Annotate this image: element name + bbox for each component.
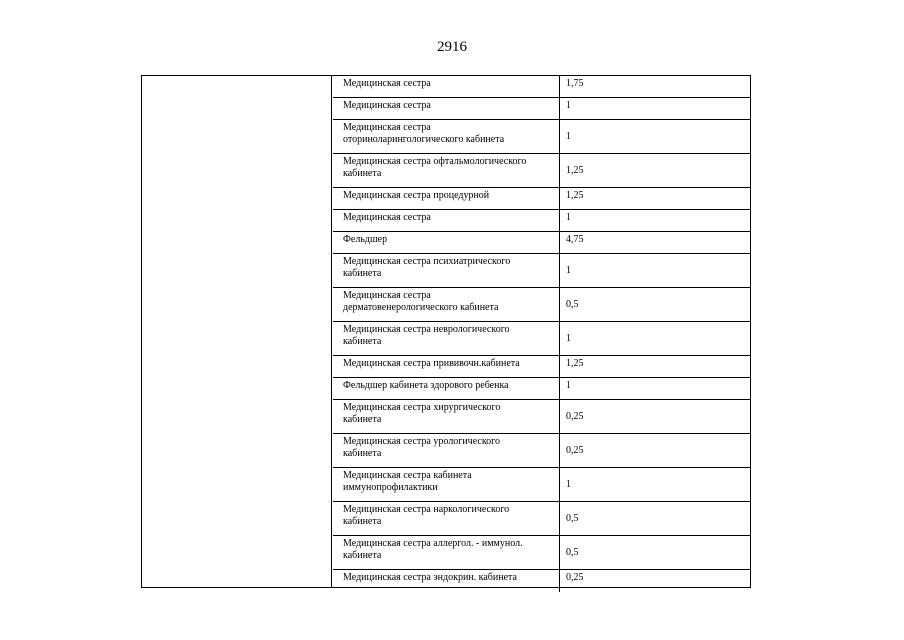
page-number: 2916 (437, 39, 467, 55)
position-name-line: Медицинская сестра наркологического (343, 504, 510, 515)
position-name-cell (333, 356, 560, 377)
table-row (333, 356, 750, 378)
position-name-line: кабинета (343, 516, 382, 527)
position-name-cell (333, 76, 560, 97)
position-name-line: Медицинская сестра прививочн.кабинета (343, 358, 520, 369)
staff-count-cell: 1 (566, 478, 571, 490)
staff-count-cell: 1,25 (566, 190, 584, 201)
table-row (333, 76, 750, 98)
staff-count-cell: 1 (566, 264, 571, 276)
position-name-line: Медицинская сестра процедурной (343, 190, 490, 201)
position-name-line: Медицинская сестра аллергол. - иммунол. (343, 538, 523, 549)
table-rows (333, 76, 750, 587)
position-name-cell (333, 120, 560, 153)
position-name-line: Медицинская сестра (343, 100, 431, 111)
table-row (333, 468, 750, 502)
position-name-cell (333, 378, 560, 399)
table-row (333, 288, 750, 322)
position-name-cell (333, 434, 560, 467)
position-name-cell (333, 502, 560, 535)
staff-count-cell: 0,25 (566, 572, 584, 583)
table-row (333, 120, 750, 154)
position-name-line: кабинета (343, 414, 382, 425)
staff-count-cell: 1,75 (566, 78, 584, 89)
staff-count-cell: 0,5 (566, 512, 579, 524)
staff-count-cell: 1,25 (566, 358, 584, 369)
staff-count-cell: 0,25 (566, 410, 584, 422)
table-row (333, 570, 750, 592)
position-name-line: кабинета (343, 550, 382, 561)
staff-count-cell: 0,5 (566, 546, 579, 558)
position-name-line: Фельдшер (343, 234, 388, 245)
staff-count-cell: 1 (566, 130, 571, 142)
position-name-line: кабинета (343, 336, 382, 347)
staff-count-cell: 4,75 (566, 234, 584, 245)
position-name-cell (333, 154, 560, 187)
position-name-line: кабинета (343, 268, 382, 279)
position-name-cell (333, 98, 560, 119)
table-row (333, 210, 750, 232)
position-name-cell (333, 570, 560, 592)
position-name-line: Медицинская сестра кабинета (343, 470, 472, 481)
table-row (333, 98, 750, 120)
position-name-line: Медицинская сестра (343, 290, 431, 301)
position-name-line: оториноларингологического кабинета (343, 134, 505, 145)
position-name-line: Медицинская сестра психиатрического (343, 256, 511, 267)
staff-count-cell: 1 (566, 380, 571, 391)
empty-left-cell (142, 76, 332, 587)
position-name-cell (333, 288, 560, 321)
position-name-cell (333, 536, 560, 569)
position-name-cell (333, 400, 560, 433)
staff-count-cell: 1 (566, 100, 571, 111)
position-name-line: Медицинская сестра неврологического (343, 324, 510, 335)
position-name-line: Медицинская сестра эндокрин. кабинета (343, 572, 517, 583)
position-name-line: Медицинская сестра (343, 212, 431, 223)
position-name-line: иммунопрофилактики (343, 482, 438, 493)
position-name-line: дерматовенерологического кабинета (343, 302, 499, 313)
position-name-cell (333, 188, 560, 209)
position-name-line: Фельдшер кабинета здорового ребенка (343, 380, 509, 391)
position-name-line: Медицинская сестра офтальмологического (343, 156, 527, 167)
table-row (333, 434, 750, 468)
position-name-cell (333, 322, 560, 355)
table-row (333, 378, 750, 400)
table-row (333, 502, 750, 536)
table-row (333, 400, 750, 434)
position-name-line: Медицинская сестра (343, 122, 431, 133)
position-name-line: Медицинская сестра (343, 78, 431, 89)
position-name-line: кабинета (343, 168, 382, 179)
position-name-line: Медицинская сестра хирургического (343, 402, 501, 413)
staff-count-cell: 0,25 (566, 444, 584, 456)
position-name-line: Медицинская сестра урологического (343, 436, 501, 447)
table-row (333, 188, 750, 210)
position-name-cell (333, 210, 560, 231)
table-row (333, 232, 750, 254)
staff-table (141, 75, 751, 588)
table-row (333, 322, 750, 356)
position-name-cell (333, 468, 560, 501)
staff-count-cell: 1,25 (566, 164, 584, 176)
table-row (333, 254, 750, 288)
staff-count-cell: 1 (566, 332, 571, 344)
position-name-line: кабинета (343, 448, 382, 459)
table-row (333, 154, 750, 188)
table-row (333, 536, 750, 570)
staff-count-cell: 1 (566, 212, 571, 223)
position-name-cell (333, 232, 560, 253)
position-name-cell (333, 254, 560, 287)
staff-count-cell: 0,5 (566, 298, 579, 310)
